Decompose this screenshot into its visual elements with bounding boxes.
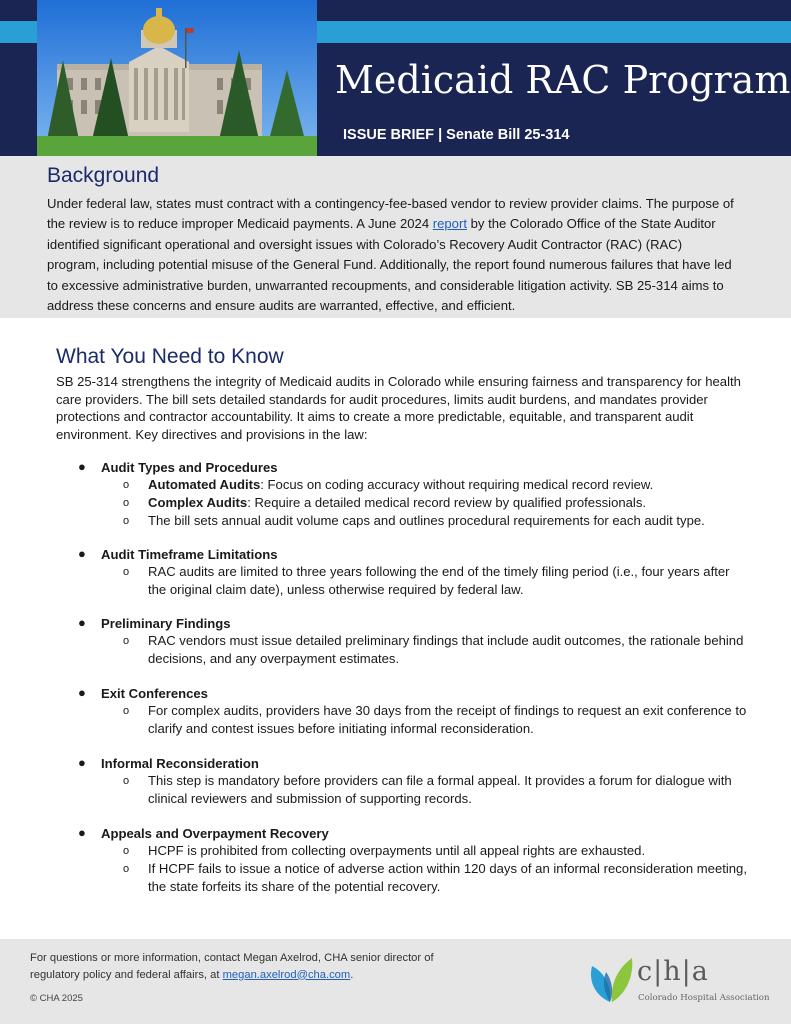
provision-detail-text: : Focus on coding accuracy without requiring medical record review.	[260, 477, 654, 492]
background-paragraph	[47, 194, 737, 316]
provision-detail: This step is mandatory before providers can file a formal appeal. It provides a forum for dialogue with clinical reviewers and submission of supporting records.	[148, 773, 732, 806]
provision-detail-text: : Require a detailed medical record review by qualified professionals.	[247, 495, 647, 510]
report-link[interactable]: report	[432, 216, 467, 232]
provision-detail: HCPF is prohibited from collecting overpayments until all appeal rights are exhausted.	[148, 843, 646, 858]
copyright-text: © CHA 2025	[30, 993, 83, 1004]
bullet-icon: ●	[78, 685, 86, 700]
background-heading: Background	[47, 164, 160, 187]
document-title: Medicaid RAC Program	[335, 58, 791, 102]
provision-detail	[148, 494, 748, 512]
provision-title: Audit Timeframe Limitations	[101, 547, 278, 562]
bullet-icon: ●	[78, 825, 86, 840]
provision-detail: RAC vendors must issue detailed preliminary findings that include audit outcomes, the rationale behind decisions, and any overpayment estimates.	[148, 633, 744, 666]
bullet-icon: ●	[78, 755, 86, 770]
sub-bullet-icon: o	[123, 515, 130, 527]
contact-email-link[interactable]: megan.axelrod@cha.com	[222, 968, 351, 981]
sub-bullet-icon: o	[123, 497, 130, 509]
sub-bullet-icon: o	[123, 635, 130, 647]
provision-detail-label: Complex Audits	[148, 495, 248, 510]
background-text-part: by the Colorado Office of the State Auditor identified significant operational and oversight issues with Colorado’s Recovery Audit Contractor (RAC) (RAC) program, including potential misuse of the General Fund. Additionally, the report found numerous failures that have led to excessive administrative burden, unwarranted recoupments, and considerable litigation activity. SB 25-314 aims to address these concerns and ensure audits are warranted, effective, and efficient.	[47, 216, 732, 314]
footer-contact-end: .	[350, 968, 354, 981]
cha-logo	[588, 950, 768, 1006]
sub-bullet-icon: o	[123, 775, 130, 787]
provision-title: Exit Conferences	[101, 686, 208, 701]
provision-title: Appeals and Overpayment Recovery	[101, 826, 329, 841]
footer-contact	[30, 950, 480, 983]
provision-detail-label: Automated Audits	[148, 477, 261, 492]
sub-bullet-icon: o	[123, 845, 130, 857]
footer-contact-text: For questions or more information, contact Megan Axelrod, CHA senior director of regulatory policy and federal affairs, at	[30, 952, 434, 981]
document-subtitle: ISSUE BRIEF | Senate Bill 25-314	[343, 127, 570, 143]
background-text-part: Under federal law, states must contract with a contingency-fee-based vendor to review provider claims. The purpose of the review is to reduce improper Medicaid payments. A June 2024	[47, 196, 734, 232]
provision-detail	[148, 476, 748, 494]
provision-title: Preliminary Findings	[101, 616, 231, 631]
sub-bullet-icon: o	[123, 863, 130, 875]
sub-bullet-icon: o	[123, 566, 130, 578]
provision-title: Audit Types and Procedures	[101, 460, 278, 475]
provision-detail: If HCPF fails to issue a notice of adverse action within 120 days of an informal reconsideration meeting, the state forfeits its share of the potential recovery.	[148, 861, 747, 894]
capitol-photo	[37, 0, 317, 156]
provision-detail: RAC audits are limited to three years following the end of the timely filing period (i.e., four years after the original claim date), unless otherwise required by federal law.	[148, 564, 730, 597]
bullet-icon: ●	[78, 459, 86, 474]
provision-detail: For complex audits, providers have 30 days from the receipt of findings to request an exit conference to clarify and contest issues before initiating informal reconsideration.	[148, 703, 747, 736]
sub-bullet-icon: o	[123, 705, 130, 717]
sub-bullet-icon: o	[123, 479, 130, 491]
provision-detail: The bill sets annual audit volume caps and outlines procedural requirements for each audit type.	[148, 513, 705, 528]
logo-subtext: Colorado Hospital Association	[638, 993, 770, 1003]
need-to-know-heading: What You Need to Know	[56, 345, 284, 368]
bullet-icon: ●	[78, 546, 86, 561]
bullet-icon: ●	[78, 615, 86, 630]
leaf-logo-icon	[588, 952, 634, 1004]
need-to-know-intro: SB 25-314 strengthens the integrity of Medicaid audits in Colorado while ensuring fairness and transparency for health care providers. The bill sets detailed standards for audit procedures, limits audit burdens, and mandates provider protections and contractor accountability. It aims to create a more predictable, equitable, and transparent audit environment. Key directives and provisions in the law:	[56, 374, 741, 442]
provision-title: Informal Reconsideration	[101, 756, 259, 771]
logo-wordmark: c|h|a	[637, 956, 709, 987]
